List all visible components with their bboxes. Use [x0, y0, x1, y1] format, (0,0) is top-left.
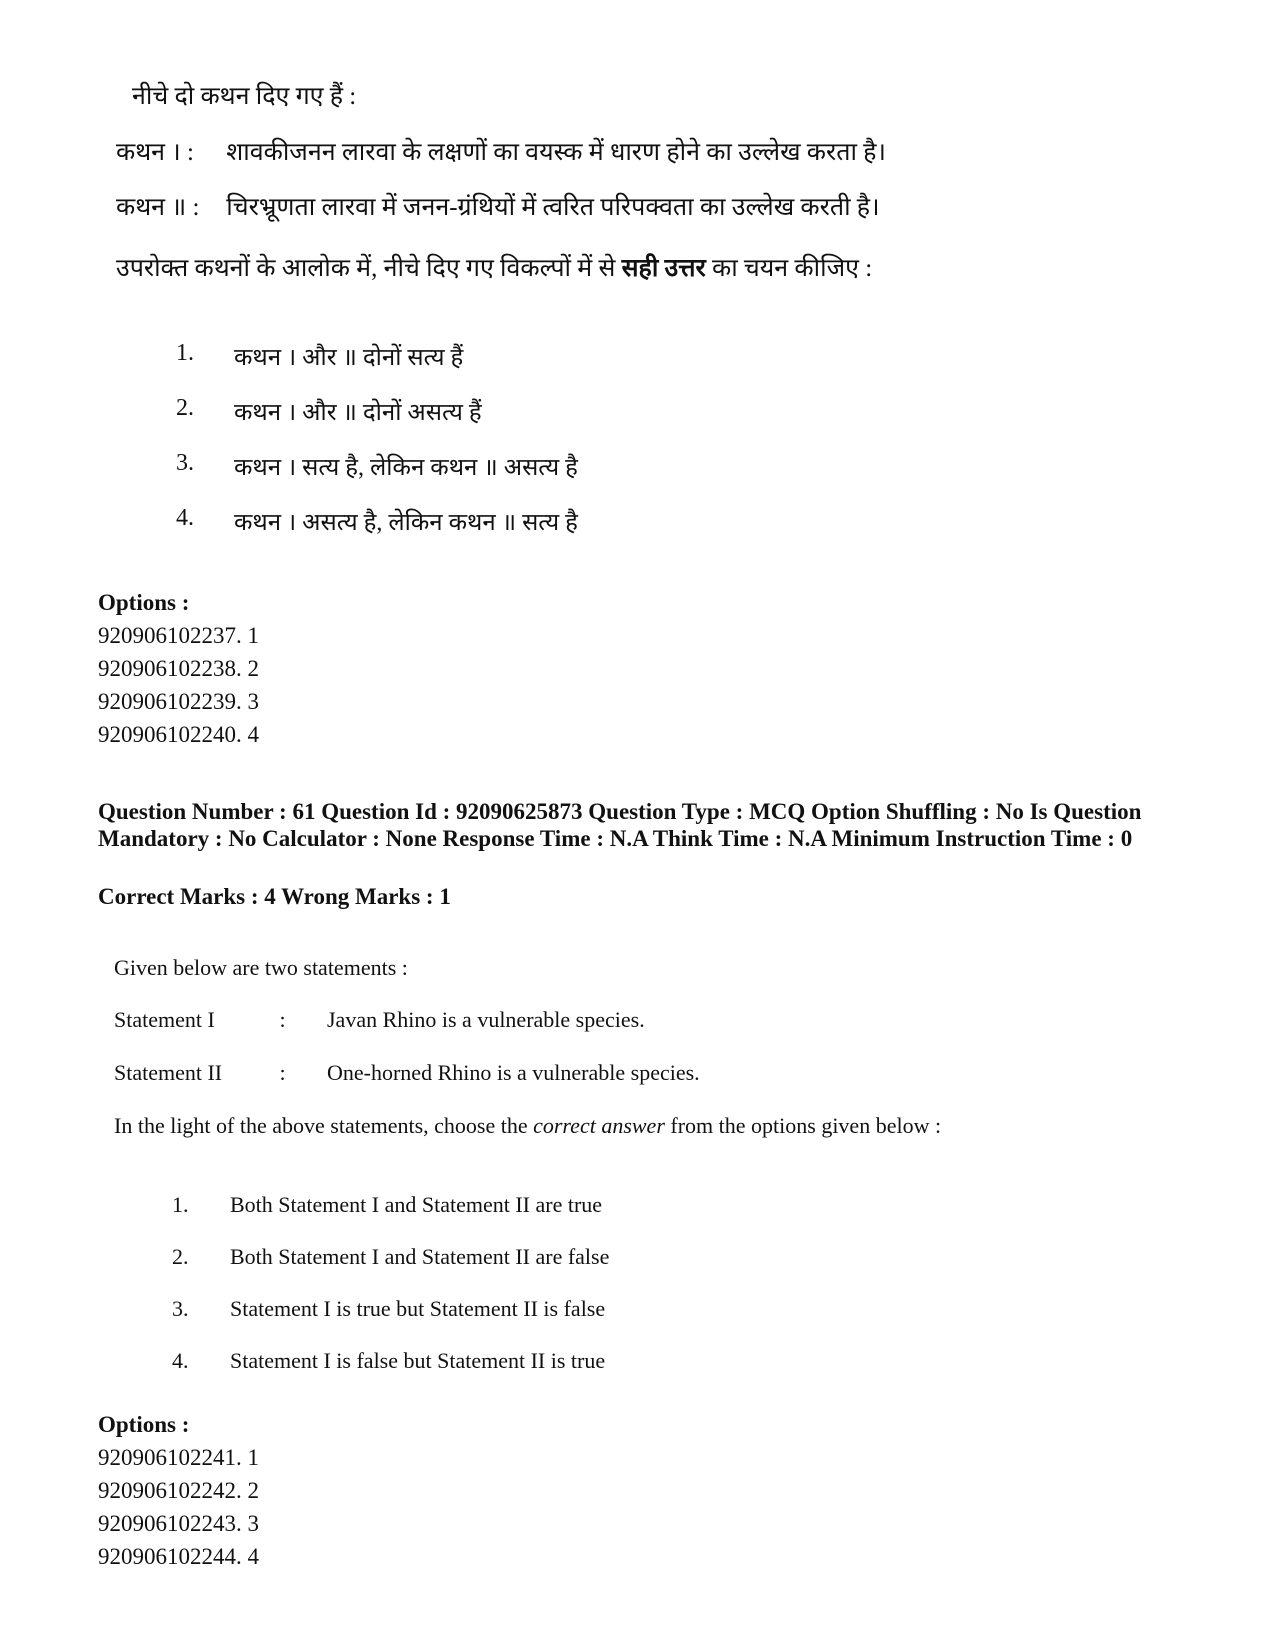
hindi-choice-1-num: 1.: [176, 340, 194, 366]
english-statement-2-colon: :: [279, 1060, 286, 1085]
hindi-instruction-bold: सही उत्तर: [621, 255, 706, 282]
hindi-statement-2-text: चिरभ्रूणता लारवा में जनन-ग्रंथियों में त्वरित परिपक्वता का उल्लेख करती है।: [226, 194, 880, 221]
hindi-choice-4-text: कथन । असत्य है, लेकिन कथन ॥ सत्य है: [234, 510, 578, 536]
hindi-statement-2-label: कथन ॥ :: [116, 194, 200, 221]
hindi-instruction: [116, 252, 996, 286]
options-heading-2: Options :: [98, 1412, 190, 1437]
hindi-instruction-part2: का चयन कीजिए :: [712, 255, 873, 282]
english-choice-4-text: Statement I is false but Statement II is true: [230, 1348, 606, 1373]
option-id-2-3: 920906102243. 3: [98, 1511, 259, 1536]
hindi-choice-4-num: 4.: [176, 505, 194, 531]
hindi-statement-1: [116, 134, 886, 168]
option-id-1-1: 920906102237. 1: [98, 623, 259, 648]
english-instruction: [114, 1112, 1014, 1140]
options-heading-1: Options :: [98, 590, 190, 615]
english-statement-1-colon: :: [279, 1007, 286, 1032]
option-id-1-2: 920906102238. 2: [98, 656, 259, 681]
question-61-meta: Question Number : 61 Question Id : 92090625873 Question Type : MCQ Option Shuffling : No Is Question Mandatory : No Calculator : None Response Time : N.A Think Time : N.A Minimum Instruction Time : 0: [98, 799, 1142, 851]
hindi-choice-1-text: कथन । और ॥ दोनों सत्य हैं: [234, 345, 464, 371]
english-intro: Given below are two statements :: [114, 955, 408, 980]
option-id-1-4: 920906102240. 4: [98, 722, 259, 747]
hindi-choice-2-num: 2.: [176, 395, 194, 421]
english-instruction-part1: In the light of the above statements, choose the: [114, 1113, 528, 1138]
english-choice-2-text: Both Statement I and Statement II are false: [230, 1244, 610, 1269]
english-choice-2-num: 2.: [172, 1244, 189, 1269]
english-statement-1-text: Javan Rhino is a vulnerable species.: [327, 1007, 645, 1032]
english-choice-4-num: 4.: [172, 1348, 189, 1373]
option-id-2-2: 920906102242. 2: [98, 1478, 259, 1503]
option-id-2-1: 920906102241. 1: [98, 1445, 259, 1470]
english-statement-1: [114, 1007, 645, 1033]
english-choice-1-text: Both Statement I and Statement II are true: [230, 1192, 603, 1217]
english-choice-3-text: Statement I is true but Statement II is false: [230, 1296, 606, 1321]
hindi-statement-1-text: शावकीजनन लारवा के लक्षणों का वयस्क में धारण होने का उल्लेख करता है।: [226, 139, 886, 166]
option-id-2-4: 920906102244. 4: [98, 1544, 259, 1569]
option-id-1-3: 920906102239. 3: [98, 689, 259, 714]
hindi-choice-2-text: कथन । और ॥ दोनों असत्य हैं: [234, 400, 482, 426]
english-choice-1-num: 1.: [172, 1192, 189, 1217]
english-statement-2-text: One-horned Rhino is a vulnerable species.: [327, 1060, 700, 1085]
question-61-marks: Correct Marks : 4 Wrong Marks : 1: [98, 884, 451, 909]
hindi-instruction-part1: उपरोक्त कथनों के आलोक में, नीचे दिए गए विकल्पों में से: [116, 255, 616, 282]
hindi-intro: नीचे दो कथन दिए गए हैं :: [132, 83, 357, 110]
english-statement-1-label: Statement I: [114, 1007, 215, 1032]
english-statement-2-label: Statement II: [114, 1060, 223, 1085]
english-choice-3-num: 3.: [172, 1296, 189, 1321]
english-instruction-italic: correct answer: [533, 1113, 665, 1138]
hindi-statement-2: [116, 189, 880, 223]
english-instruction-part2: from the options given below :: [670, 1113, 942, 1138]
hindi-choice-3-num: 3.: [176, 450, 194, 476]
hindi-choice-3-text: कथन । सत्य है, लेकिन कथन ॥ असत्य है: [234, 455, 578, 481]
english-statement-2: [114, 1060, 700, 1086]
hindi-statement-1-label: कथन । :: [116, 139, 194, 166]
